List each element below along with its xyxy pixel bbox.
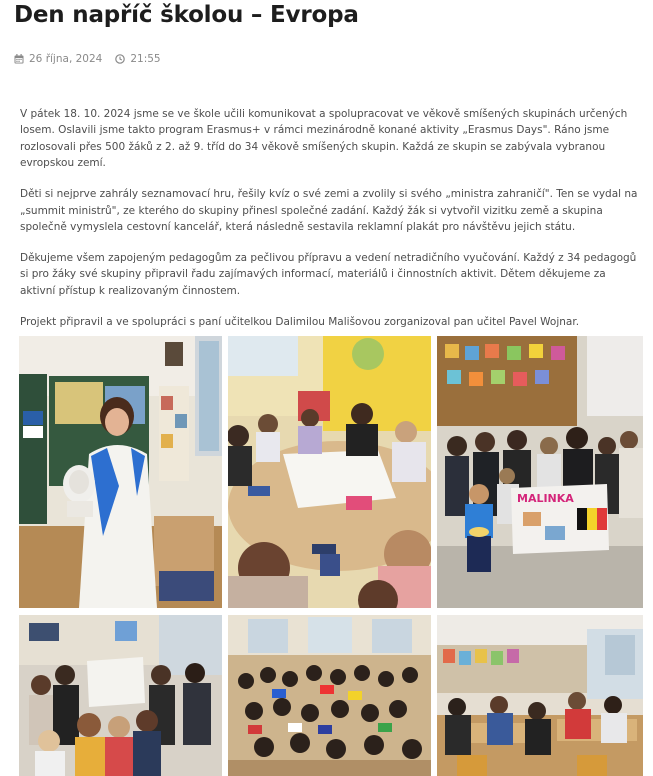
clock-icon — [115, 54, 125, 64]
article-paragraph: Projekt připravil a ve spolupráci s paní učitelkou Dalimilou Mališovou zorganizoval pan učitel Pavel Wojnar. — [20, 315, 580, 328]
article-paragraph: Děti si nejprve zahrály seznamovací hru, řešily kvíz o své zemi a zvolily si svého „ministra zahraničí". Ten se vydal na „summit ministrů", ze kterého do skupiny přinesl společné zadání. Každý žák si vytvořil vizitku země a skupina společně vymyslela cestovní kancelář, která následně sestavila reklamní plakát pro návštěvu jejich státu. — [20, 188, 638, 233]
gallery-photo-teacher-toga[interactable] — [19, 336, 222, 608]
gallery-photo-class-flags[interactable] — [228, 615, 431, 776]
article-paragraph: Děkujeme všem zapojeným pedagogům za pečlivou přípravu a vedení netradičního vyučování. Každý z 34 pedagogů si pro žáky své skupiny připravil řadu zajímavých informací, materiálů i činnostních aktivit. Dětem děkujeme za aktivní přístup k realizovaným činnostem. — [20, 251, 637, 297]
post-time-text: 21:55 — [130, 53, 161, 65]
gallery-photo-group-table[interactable] — [228, 336, 431, 608]
calendar-icon — [14, 54, 24, 64]
malinka-poster-text: MALINKA — [517, 492, 574, 505]
photo-gallery — [19, 336, 643, 776]
article-body — [20, 106, 640, 344]
article-paragraph: V pátek 18. 10. 2024 jsme se ve škole učili komunikovat a spolupracovat ve věkově smíšených skupinách určených losem. Oslavili jsme takto program Erasmus+ v rámci mezinárodně konané aktivity „Erasmus Days". Ráno jsme rozlosovali přes 500 žáků z 2. až 9. tříd do 34 věkově smíšených skupin. Každá ze skupin se zabývala vybranou evropskou zemí. — [20, 108, 628, 170]
post-meta — [14, 53, 174, 65]
gallery-photo-classroom-desks[interactable] — [437, 615, 643, 776]
malinka-poster — [511, 484, 609, 554]
post-date — [14, 53, 102, 65]
gallery-photo-group-waving[interactable] — [19, 615, 222, 776]
gallery-photo-malinka-poster[interactable] — [437, 336, 643, 608]
page-title: Den napříč školou – Evropa — [14, 2, 359, 28]
post-time — [115, 53, 160, 65]
post-date-text: 26 října, 2024 — [29, 53, 103, 65]
